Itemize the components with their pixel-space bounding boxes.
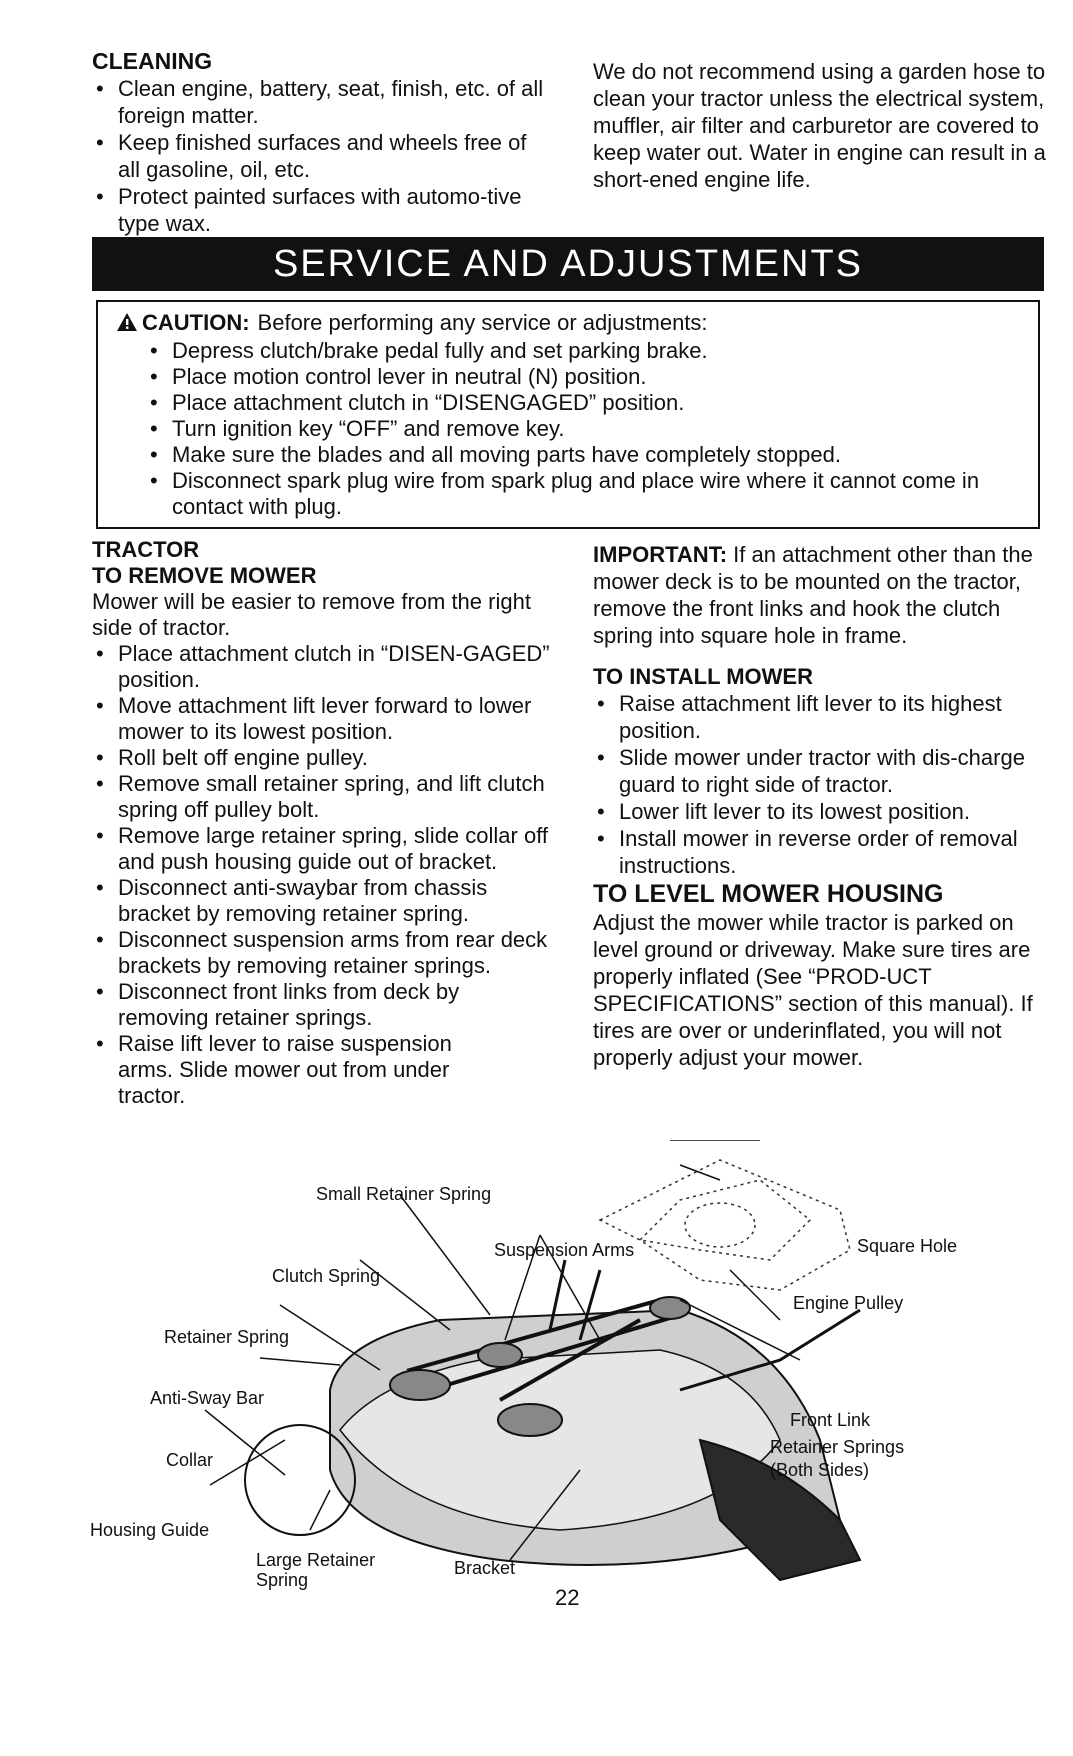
label-both-sides: (Both Sides): [770, 1460, 870, 1480]
list-item: • Disconnect spark plug wire from spark plug and place wire where it cannot come in contact with plug.: [146, 468, 1026, 520]
mower-illustration: [80, 1140, 1040, 1620]
caution-header: [116, 310, 708, 336]
label-collar: Collar: [166, 1450, 214, 1470]
list-item: • Remove large retainer spring, slide collar off and push housing guide out of bracket.: [92, 823, 552, 875]
label-suspension-arms: Suspension Arms: [494, 1240, 635, 1260]
list-item: • Disconnect suspension arms from rear deck brackets by removing retainer springs.: [92, 927, 552, 979]
tractor-frame-outline: [600, 1160, 850, 1290]
mower-diagram: [80, 1140, 1040, 1620]
caution-label: CAUTION:: [142, 310, 250, 335]
list-item: • Disconnect anti-swaybar from chassis bracket by removing retainer spring.: [92, 875, 552, 927]
level-mower-heading: TO LEVEL MOWER HOUSING: [593, 880, 944, 908]
important-text: If an attachment other than the mower deck is to be mounted on the tractor, remove the front links and hook the clutch spring into square hole in frame.: [593, 542, 1033, 648]
list-item: • Place attachment clutch in “DISENGAGED” position.: [146, 390, 1026, 416]
label-small-retainer-spring: Small Retainer Spring: [316, 1184, 492, 1204]
list-item: • Place attachment clutch in “DISEN-GAGED” position.: [92, 641, 552, 693]
list-item: • Make sure the blades and all moving parts have completely stopped.: [146, 442, 1026, 468]
caution-list: [146, 338, 1026, 520]
install-steps: [593, 690, 1048, 879]
list-item: • Disconnect front links from deck by removing retainer springs.: [92, 979, 552, 1031]
tractor-heading: TRACTOR: [92, 537, 200, 562]
cleaning-note: We do not recommend using a garden hose to clean your tractor unless the electrical system, muffler, air filter and carburetor are covered to keep water out. Water in engine can result in a short-ened engine life.: [593, 59, 1046, 192]
label-housing-guide: Housing Guide: [90, 1520, 210, 1540]
caution-box: [96, 300, 1040, 529]
list-item: • Raise lift lever to raise suspension arms. Slide mower out from under tractor.: [92, 1031, 498, 1109]
label-retainer-spring: Retainer Spring: [164, 1327, 290, 1347]
cleaning-section: [92, 48, 552, 237]
list-item: • Raise attachment lift lever to its highest position.: [593, 690, 1048, 744]
remove-intro: Mower will be easier to remove from the right side of tractor.: [92, 589, 531, 640]
list-item: • Lower lift lever to its lowest position.: [593, 798, 1048, 825]
remove-steps: [92, 641, 552, 1109]
tractor-section: [92, 537, 552, 1109]
list-item: • Slide mower under tractor with dis-charge guard to right side of tractor.: [593, 744, 1048, 798]
list-item: • Depress clutch/brake pedal fully and set parking brake.: [146, 338, 1026, 364]
label-square-hole: Square Hole: [857, 1236, 958, 1256]
label-large-retainer-spring: Spring: [256, 1570, 309, 1590]
label-engine-pulley: Engine Pulley: [793, 1293, 904, 1313]
list-item: • Place motion control lever in neutral (N) position.: [146, 364, 1026, 390]
important-label: IMPORTANT:: [593, 542, 728, 567]
caution-intro: Before performing any service or adjustments:: [257, 310, 708, 335]
label-bracket: Bracket: [454, 1558, 516, 1578]
label-clutch-spring: Clutch Spring: [272, 1266, 381, 1286]
list-item: • Remove small retainer spring, and lift clutch spring off pulley bolt.: [92, 771, 552, 823]
label-large-retainer: Large Retainer: [256, 1550, 376, 1570]
label-retainer-springs: Retainer Springs: [770, 1437, 905, 1457]
page-number: 22: [555, 1585, 580, 1610]
cleaning-heading: CLEANING: [92, 48, 213, 74]
warning-icon: [116, 312, 138, 332]
label-front-link: Front Link: [790, 1410, 871, 1430]
list-item: • Keep finished surfaces and wheels free of all gasoline, oil, etc.: [92, 129, 552, 183]
list-item: • Clean engine, battery, seat, finish, etc. of all foreign matter.: [92, 75, 552, 129]
list-item: • Protect painted surfaces with automo-tive type wax.: [92, 183, 552, 237]
list-item: • Install mower in reverse order of removal instructions.: [593, 825, 1048, 879]
list-item: • Roll belt off engine pulley.: [92, 745, 552, 771]
list-item: • Turn ignition key “OFF” and remove key.: [146, 416, 1026, 442]
right-column: [593, 541, 1048, 1071]
list-item: • Move attachment lift lever forward to lower mower to its lowest position.: [92, 693, 552, 745]
important-note: [593, 541, 1048, 649]
remove-mower-heading: TO REMOVE MOWER: [92, 563, 317, 588]
label-anti-sway-bar: Anti-Sway Bar: [150, 1388, 265, 1408]
cleaning-list: [92, 75, 552, 237]
section-banner: SERVICE AND ADJUSTMENTS: [92, 237, 1044, 291]
level-text: Adjust the mower while tractor is parked on level ground or driveway. Make sure tires are properly inflated (See “PROD-UCT SPECIFICATIONS” section of this manual). If tires are over or underinflated, you will not properly adjust your mower.: [593, 910, 1033, 1070]
install-mower-heading: TO INSTALL MOWER: [593, 664, 813, 689]
